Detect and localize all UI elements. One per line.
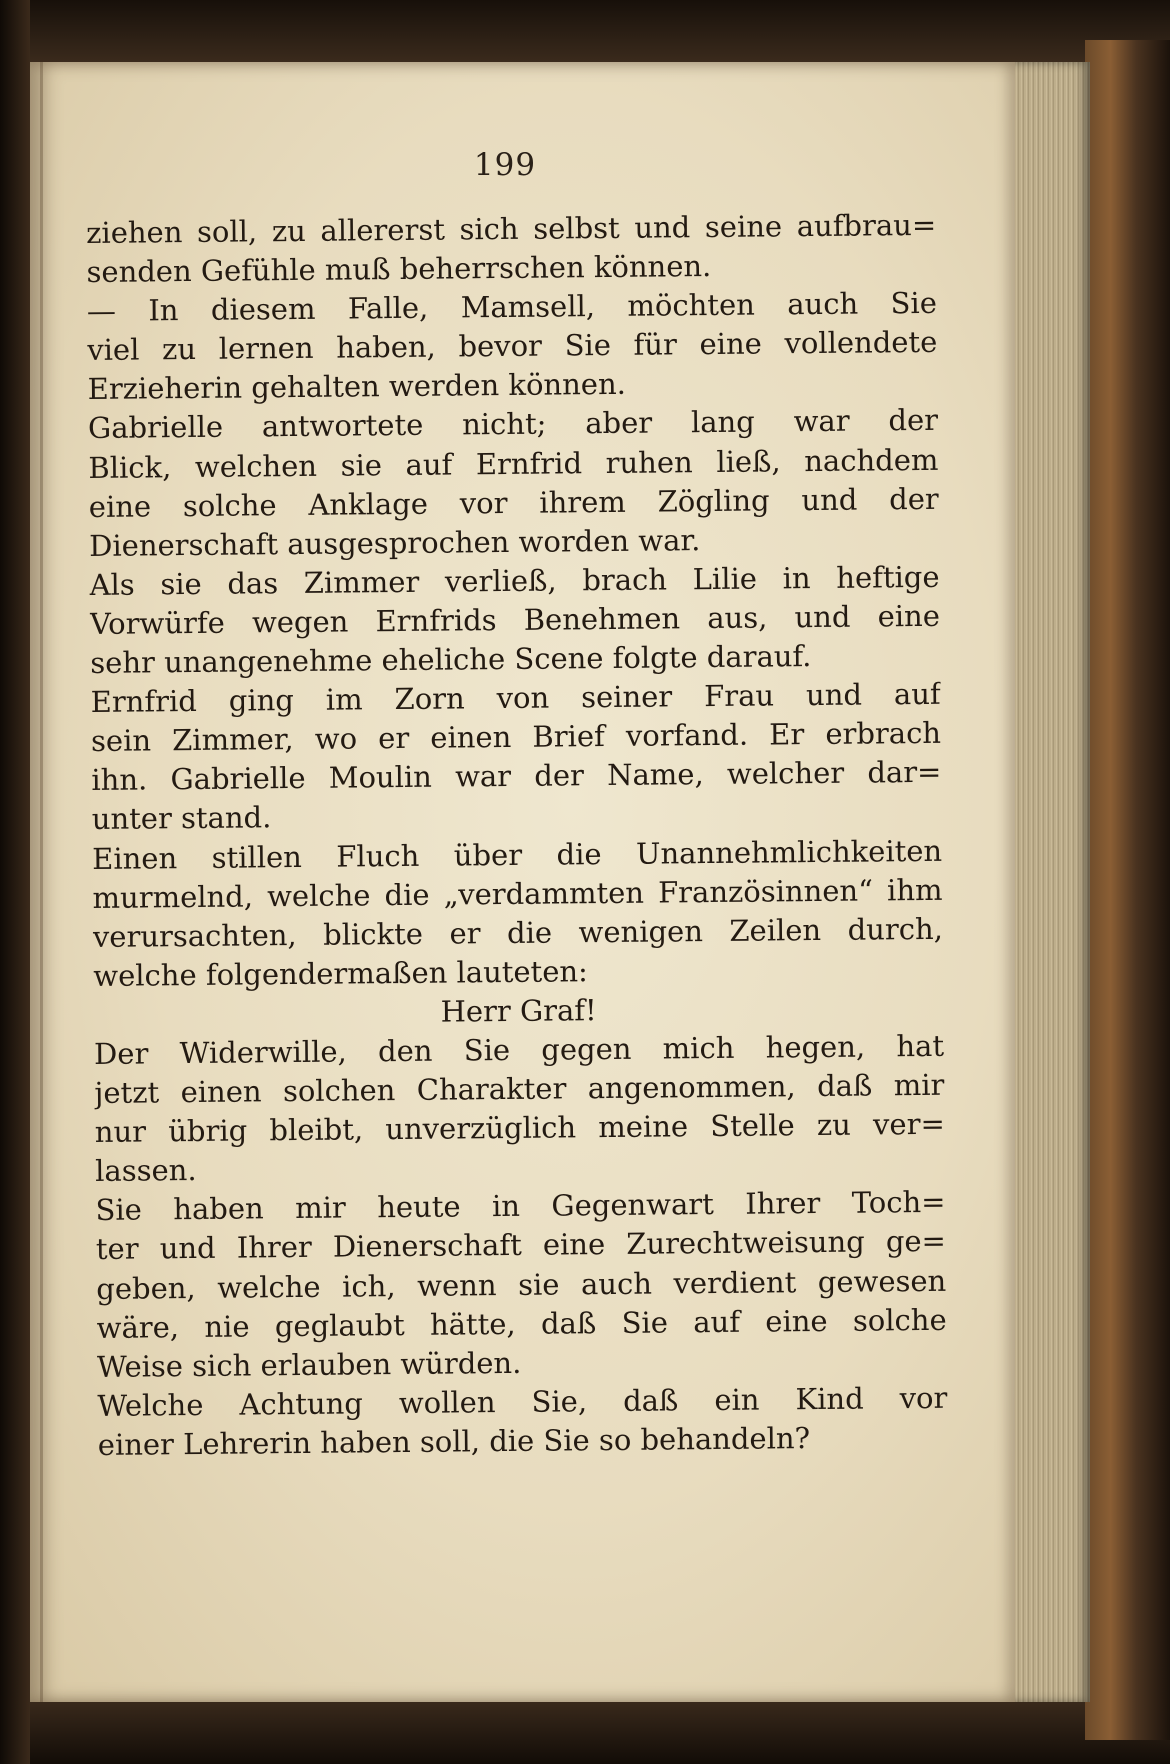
text-line: sein Zimmer, wo er einen Brief vorfand. Er erbrach xyxy=(90,716,942,759)
text-line: Dienerschaft ausgesprochen worden war. xyxy=(89,522,701,563)
text-line: eine solche Anklage vor ihrem Zögling und der xyxy=(88,481,939,524)
text-line: senden Gefühle muß beherrschen können. xyxy=(86,249,712,290)
text-line: verursachten, blickte er die wenigen Zeilen durch, xyxy=(92,911,944,954)
text-line: nur übrig bleibt, unverzüglich meine Stelle zu ver= xyxy=(94,1106,945,1150)
text-line: Als sie das Zimmer verließ, brach Lilie in heftige xyxy=(89,559,940,602)
text-line: einer Lehrerin haben soll, die Sie so behandeln? xyxy=(97,1421,811,1462)
text-line: Ernfrid ging im Zorn von seiner Frau und auf xyxy=(90,676,941,720)
text-line: viel zu lernen haben, bevor Sie für eine vollendete xyxy=(87,325,938,368)
text-line: Herr Graf! xyxy=(440,993,597,1029)
text-line: Einen stillen Fluch über die Unannehmlichkeiten xyxy=(92,833,943,876)
text-line: murmelnd, welche die „verdammten Französinnen“ ihm xyxy=(92,872,943,915)
book-cover-right-edge xyxy=(1085,40,1170,1740)
text-line: geben, welche ich, wenn sie auch verdient gewesen xyxy=(96,1263,947,1306)
text-line: Erzieherin gehalten werden können. xyxy=(87,367,627,407)
text-line: Gabrielle antwortete nicht; aber lang war der xyxy=(87,403,939,446)
text-line: welche folgendermaßen lauteten: xyxy=(93,953,589,993)
page-number: 199 xyxy=(473,147,537,183)
text-line: wäre, nie geglaubt hätte, daß Sie auf eine solche xyxy=(96,1302,947,1345)
text-line: ziehen soll, zu allererst sich selbst und seine aufbrau= xyxy=(86,207,937,250)
text-line: Weise sich erlauben würden. xyxy=(96,1345,522,1384)
page-stack-edges xyxy=(1010,62,1090,1702)
book-page xyxy=(30,62,1015,1702)
gutter-line xyxy=(40,62,43,1702)
text-line: unter stand. xyxy=(91,800,272,837)
text-line: Blick, welchen sie auf Ernfrid ruhen ließ, nachdem xyxy=(88,442,939,485)
text-line: — In diesem Falle, Mamsell, möchten auch Sie xyxy=(86,286,938,329)
book-spine-left-edge xyxy=(0,0,30,1764)
text-line: Vorwürfe wegen Ernfrids Benehmen aus, und eine xyxy=(89,598,941,641)
text-line: sehr unangenehme eheliche Scene folgte darauf. xyxy=(90,639,812,681)
book-cover-top-edge xyxy=(0,0,1170,62)
text-line: Der Widerwille, den Sie gegen mich hegen, hat xyxy=(93,1028,945,1071)
text-line: lassen. xyxy=(95,1153,197,1189)
text-line: Sie haben mir heute in Gegenwart Ihrer Toch= xyxy=(95,1185,946,1228)
text-line: ter und Ihrer Dienerschaft eine Zurechtweisung ge= xyxy=(95,1224,947,1267)
text-line: jetzt einen solchen Charakter angenommen, daß mir xyxy=(94,1067,945,1111)
book-cover-bottom-edge xyxy=(0,1700,1170,1764)
text-line: ihn. Gabrielle Moulin war der Name, welcher dar= xyxy=(91,755,942,798)
page-body-text xyxy=(86,206,948,1465)
text-line: Welche Achtung wollen Sie, daß ein Kind vor xyxy=(97,1380,948,1423)
